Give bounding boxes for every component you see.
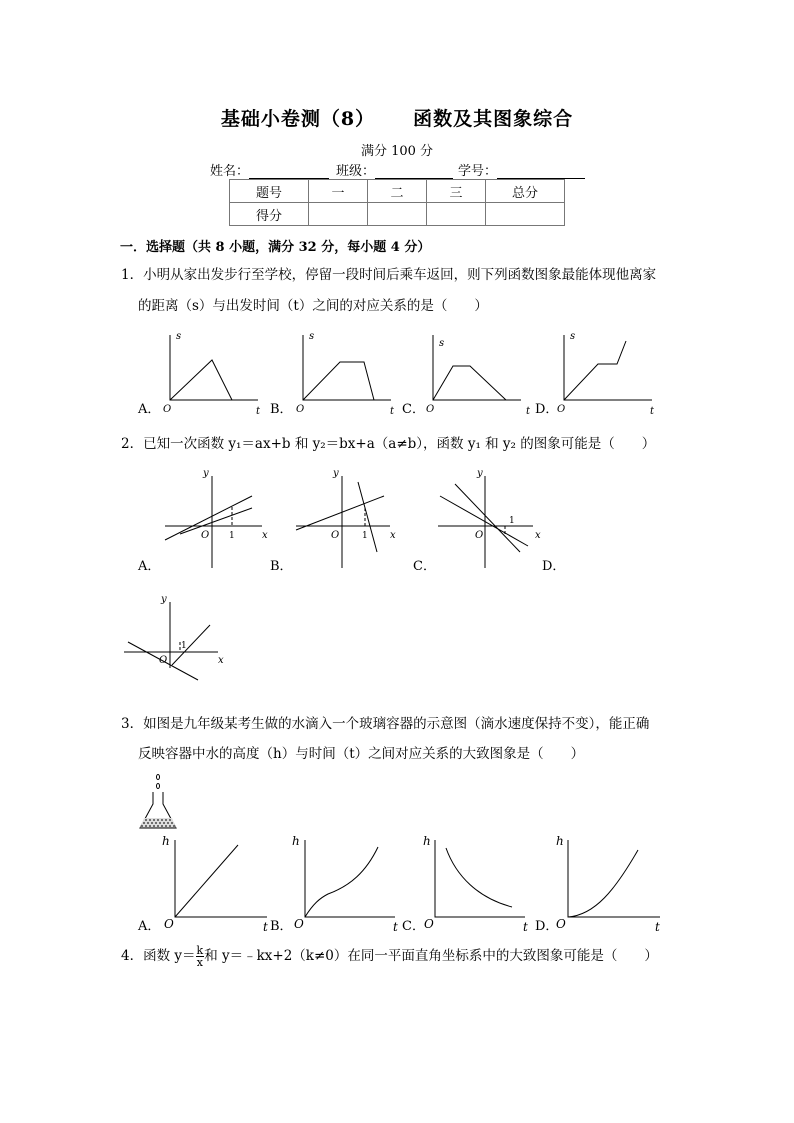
q3-c-curve — [446, 848, 512, 907]
q2-d-line2 — [172, 625, 210, 665]
q3-c-label-t: t — [523, 920, 528, 934]
q4-frac-denominator: x — [196, 956, 203, 969]
q2-c-line2 — [440, 496, 528, 546]
q3-line2: 反映容器中水的高度（h）与时间（t）之间对应关系的大致图象是（ ） — [138, 746, 585, 762]
q2-a-line2 — [180, 508, 252, 534]
q1-option-d[interactable]: D． — [535, 402, 559, 417]
q1-b-label-t: t — [390, 406, 395, 417]
q3-a-axes — [175, 840, 267, 917]
q2-c-origin: O — [475, 530, 484, 541]
q3-c-origin: O — [424, 917, 434, 931]
q1-a-label-t: t — [256, 406, 261, 417]
q3-option-a[interactable]: A． — [138, 919, 161, 934]
q1-c-curve — [433, 366, 506, 400]
q2-b-line2 — [358, 482, 377, 552]
q3-c-label-h: h — [423, 834, 431, 848]
q1-a-label-s: s — [176, 331, 182, 342]
q4-prefix: 4．函数 y＝ — [121, 948, 196, 964]
score-cell[interactable] — [427, 203, 486, 226]
q1-d-curve — [564, 341, 626, 400]
q1-d-label-t: t — [650, 406, 655, 417]
table-cell: 一 — [309, 180, 368, 203]
q2-c-label-x: x — [535, 530, 541, 541]
q1-d-label-s: s — [570, 331, 576, 342]
q1-b-curve — [303, 362, 374, 400]
q1-option-b[interactable]: B． — [270, 402, 293, 417]
q2-option-a[interactable]: A． — [138, 559, 161, 574]
q3-b-label-t: t — [393, 920, 398, 934]
q3-d-origin: O — [556, 917, 566, 931]
q3-a-label-h: h — [162, 834, 170, 848]
q1-d-axes — [564, 335, 652, 400]
q1-c-origin: O — [426, 404, 435, 415]
q1-b-label-s: s — [309, 331, 315, 342]
q2-d-label-y: y — [161, 594, 167, 605]
class-info — [336, 160, 453, 179]
q1-b-origin: O — [296, 404, 305, 415]
q1-line1: 1．小明从家出发步行至学校，停留一段时间后乘车返回，则下列函数图象最能体现他离家 — [121, 267, 657, 283]
q1-c-label-t: t — [526, 406, 531, 417]
q2-b-tick: 1 — [362, 531, 368, 541]
q1-a-origin: O — [163, 404, 172, 415]
q3-d-label-h: h — [556, 834, 564, 848]
q2-graph-d — [120, 590, 230, 670]
q2-d-origin: O — [159, 655, 168, 666]
q3-b-curve — [305, 847, 378, 917]
q2-b-line1 — [296, 496, 384, 530]
q3-option-c[interactable]: C． — [402, 919, 425, 934]
q3-a-origin: O — [164, 917, 174, 931]
full-marks: 满分 100 分 — [360, 144, 434, 159]
table-cell: 得分 — [230, 203, 309, 226]
q4-suffix: 和 y＝﹣kx+2（k≠0）在同一平面直角坐标系中的大致图象可能是（ ） — [204, 948, 658, 964]
q1-d-origin: O — [557, 404, 566, 415]
score-table-row — [230, 203, 565, 226]
table-cell: 二 — [368, 180, 427, 203]
q4-frac-numerator: k — [196, 944, 204, 957]
name-label: 姓名： — [210, 164, 250, 179]
name-field[interactable] — [249, 164, 329, 179]
student-info — [210, 160, 329, 179]
page-title — [0, 104, 794, 131]
q2-d-tick: 1 — [181, 641, 187, 651]
q1-a-axes — [170, 335, 258, 400]
q1-graphs — [130, 325, 690, 420]
flask-figure — [136, 772, 182, 834]
q2-a-origin: O — [201, 530, 210, 541]
water-drop-icon — [157, 775, 160, 780]
q2-a-tick: 1 — [229, 531, 235, 541]
score-table-header-row — [230, 180, 565, 203]
q3-option-d[interactable]: D． — [535, 919, 559, 934]
q3-b-axes — [305, 840, 395, 917]
q3-b-label-h: h — [292, 834, 300, 848]
q2-option-d[interactable]: D． — [542, 559, 566, 574]
section-heading: 一．选择题（共 8 小题，满分 32 分，每小题 4 分） — [120, 240, 431, 255]
q3-c-axes — [435, 840, 525, 917]
q3-d-curve — [568, 850, 638, 917]
q2-graphs-row1 — [120, 460, 566, 575]
id-info — [458, 160, 585, 179]
q3-graphs — [130, 830, 690, 935]
title-part-a: 基础小卷测（8） — [220, 108, 376, 130]
q2-d-label-x: x — [218, 655, 224, 666]
class-label: 班级： — [336, 164, 376, 179]
score-cell[interactable] — [486, 203, 565, 226]
q1-line2: 的距离（s）与出发时间（t）之间的对应关系的是（ ） — [138, 298, 488, 314]
q4-fraction — [196, 945, 205, 968]
q2-b-origin: O — [331, 530, 340, 541]
table-cell: 三 — [427, 180, 486, 203]
q2-c-tick: 1 — [509, 516, 515, 526]
score-cell[interactable] — [309, 203, 368, 226]
q1-a-curve — [170, 360, 232, 400]
class-field[interactable] — [375, 164, 453, 179]
q1-b-axes — [303, 335, 391, 400]
q1-c-axes — [433, 335, 521, 400]
score-cell[interactable] — [368, 203, 427, 226]
q4-text — [121, 945, 658, 968]
q2-option-c[interactable]: C． — [413, 559, 436, 574]
q1-c-label-s: s — [439, 338, 445, 349]
q3-d-axes — [568, 840, 660, 917]
q2-b-label-y: y — [333, 468, 339, 479]
q2-b-label-x: x — [390, 530, 396, 541]
q2-a-label-y: y — [203, 468, 209, 479]
q3-b-origin: O — [294, 917, 304, 931]
q2-a-label-x: x — [262, 530, 268, 541]
q3-option-b[interactable]: B． — [270, 919, 293, 934]
table-cell: 题号 — [230, 180, 309, 203]
q3-a-curve — [175, 845, 238, 917]
table-cell: 总分 — [486, 180, 565, 203]
q2-option-b[interactable]: B． — [270, 559, 293, 574]
water-drop-icon — [157, 784, 160, 789]
q1-option-c[interactable]: C． — [402, 402, 425, 417]
id-field[interactable] — [497, 164, 585, 179]
q3-line1: 3．如图是九年级某考生做的水滴入一个玻璃容器的示意图（滴水速度保持不变），能正确 — [121, 716, 650, 732]
title-part-b: 函数及其图象综合 — [413, 108, 574, 130]
q2-text: 2．已知一次函数 y₁＝ax+b 和 y₂＝bx+a（a≠b），函数 y₁ 和 y₂ 的图象可能是（ ） — [121, 436, 656, 452]
q3-d-label-t: t — [655, 920, 660, 934]
q1-option-a[interactable]: A． — [138, 402, 161, 417]
score-table — [229, 179, 565, 226]
id-label: 学号： — [458, 164, 498, 179]
q2-c-label-y: y — [477, 468, 483, 479]
q3-a-label-t: t — [263, 920, 268, 934]
